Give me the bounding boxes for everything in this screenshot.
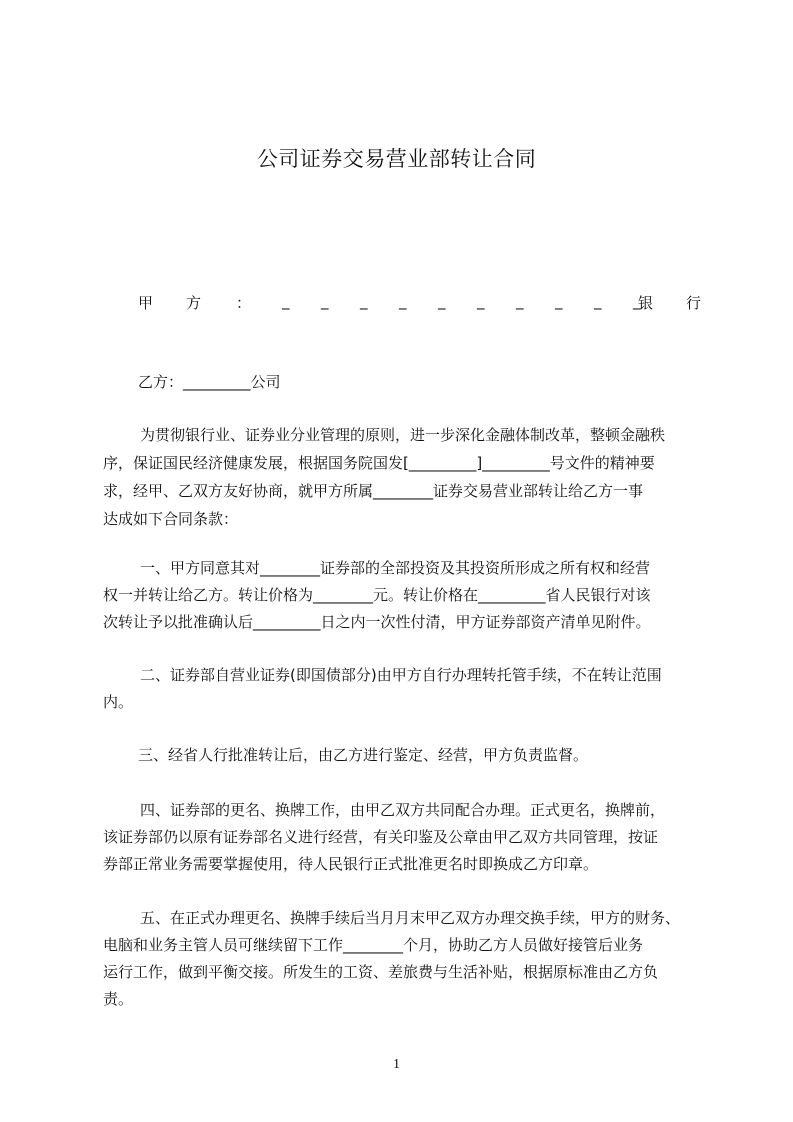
party-a-underline: _ [399, 292, 407, 310]
party-a-underline: _ [360, 292, 368, 310]
preamble-line: 求，经甲、乙双方友好协商，就甲方所属________证券交易营业部转让给乙方一事 [103, 482, 644, 500]
party-a-char: 行 [686, 294, 702, 312]
clause-5-line: 运行工作，做到平衡交接。所发生的工资、差旅费与生活补贴，根据原标准由乙方负 [103, 963, 659, 981]
party-a-char: 银 [638, 294, 654, 312]
clause-5-line: 电脑和业务主管人员可继续留下工作________个月，协助乙方人员做好接管后业务 [103, 936, 644, 954]
party-a-underline: _ [594, 292, 602, 310]
party-a-underline: _ [321, 292, 329, 310]
clause-4-line: 券部正常业务需要掌握使用，待人民银行正式批准更名时即换成乙方印章。 [103, 855, 599, 873]
clause-2-line: 内。 [103, 693, 134, 711]
page-number: 1 [393, 1057, 400, 1072]
document-title: 公司证券交易营业部转让合同 [256, 147, 537, 171]
preamble-line: 为贯彻银行业、证券业分业管理的原则，进一步深化金融体制改革，整顿金融秩 [140, 426, 666, 444]
clause-4-line: 四、证券部的更名、换牌工作，由甲乙双方共同配合办理。正式更名，换牌前， [140, 801, 666, 819]
preamble-line: 达成如下合同条款： [103, 510, 239, 528]
party-a-underline: _ [282, 292, 290, 310]
clause-3-line: 三、经省人行批准转让后，由乙方进行鉴定、经营，甲方负责监督。 [138, 746, 589, 764]
party-a-underline: _ [477, 292, 485, 310]
clause-5-line: 五、在正式办理更名、换牌手续后当月月末甲乙双方办理交换手续，甲方的财务、 [140, 909, 681, 927]
clause-1-line: 权一并转让给乙方。转让价格为________元。转让价格在_________省人民银行对该 [103, 586, 651, 604]
party-a-char: 甲 [138, 294, 154, 312]
clause-1-line: 一、甲方同意其对________证券部的全部投资及其投资所形成之所有权和经营 [140, 559, 651, 577]
party-a-underline: _ [633, 292, 641, 310]
clause-5-line: 责。 [103, 990, 134, 1008]
party-a-underline: _ [516, 292, 524, 310]
party-a-char: ： [236, 294, 252, 312]
clause-4-line: 该证券部仍以原有证券部名义进行经营，有关印鉴及公章由甲乙双方共同管理，按证 [103, 828, 659, 846]
clause-2-line: 二、证券部自营业证券(即国债部分)由甲方自行办理转托管手续，不在转让范围 [140, 666, 662, 684]
preamble-line: 序，保证国民经济健康发展，根据国务院国发[_________]_________号文件的精神要 [103, 454, 655, 472]
party-a-char: 方 [186, 294, 202, 312]
party-a-underline: _ [555, 292, 563, 310]
clause-1-line: 次转让予以批准确认后_________日之内一次性付清，甲方证券部资产清单见附件。 [103, 613, 651, 631]
party-b-line: 乙方：_________公司 [138, 373, 281, 391]
party-a-underline: _ [438, 292, 446, 310]
party-a-line [138, 292, 703, 316]
